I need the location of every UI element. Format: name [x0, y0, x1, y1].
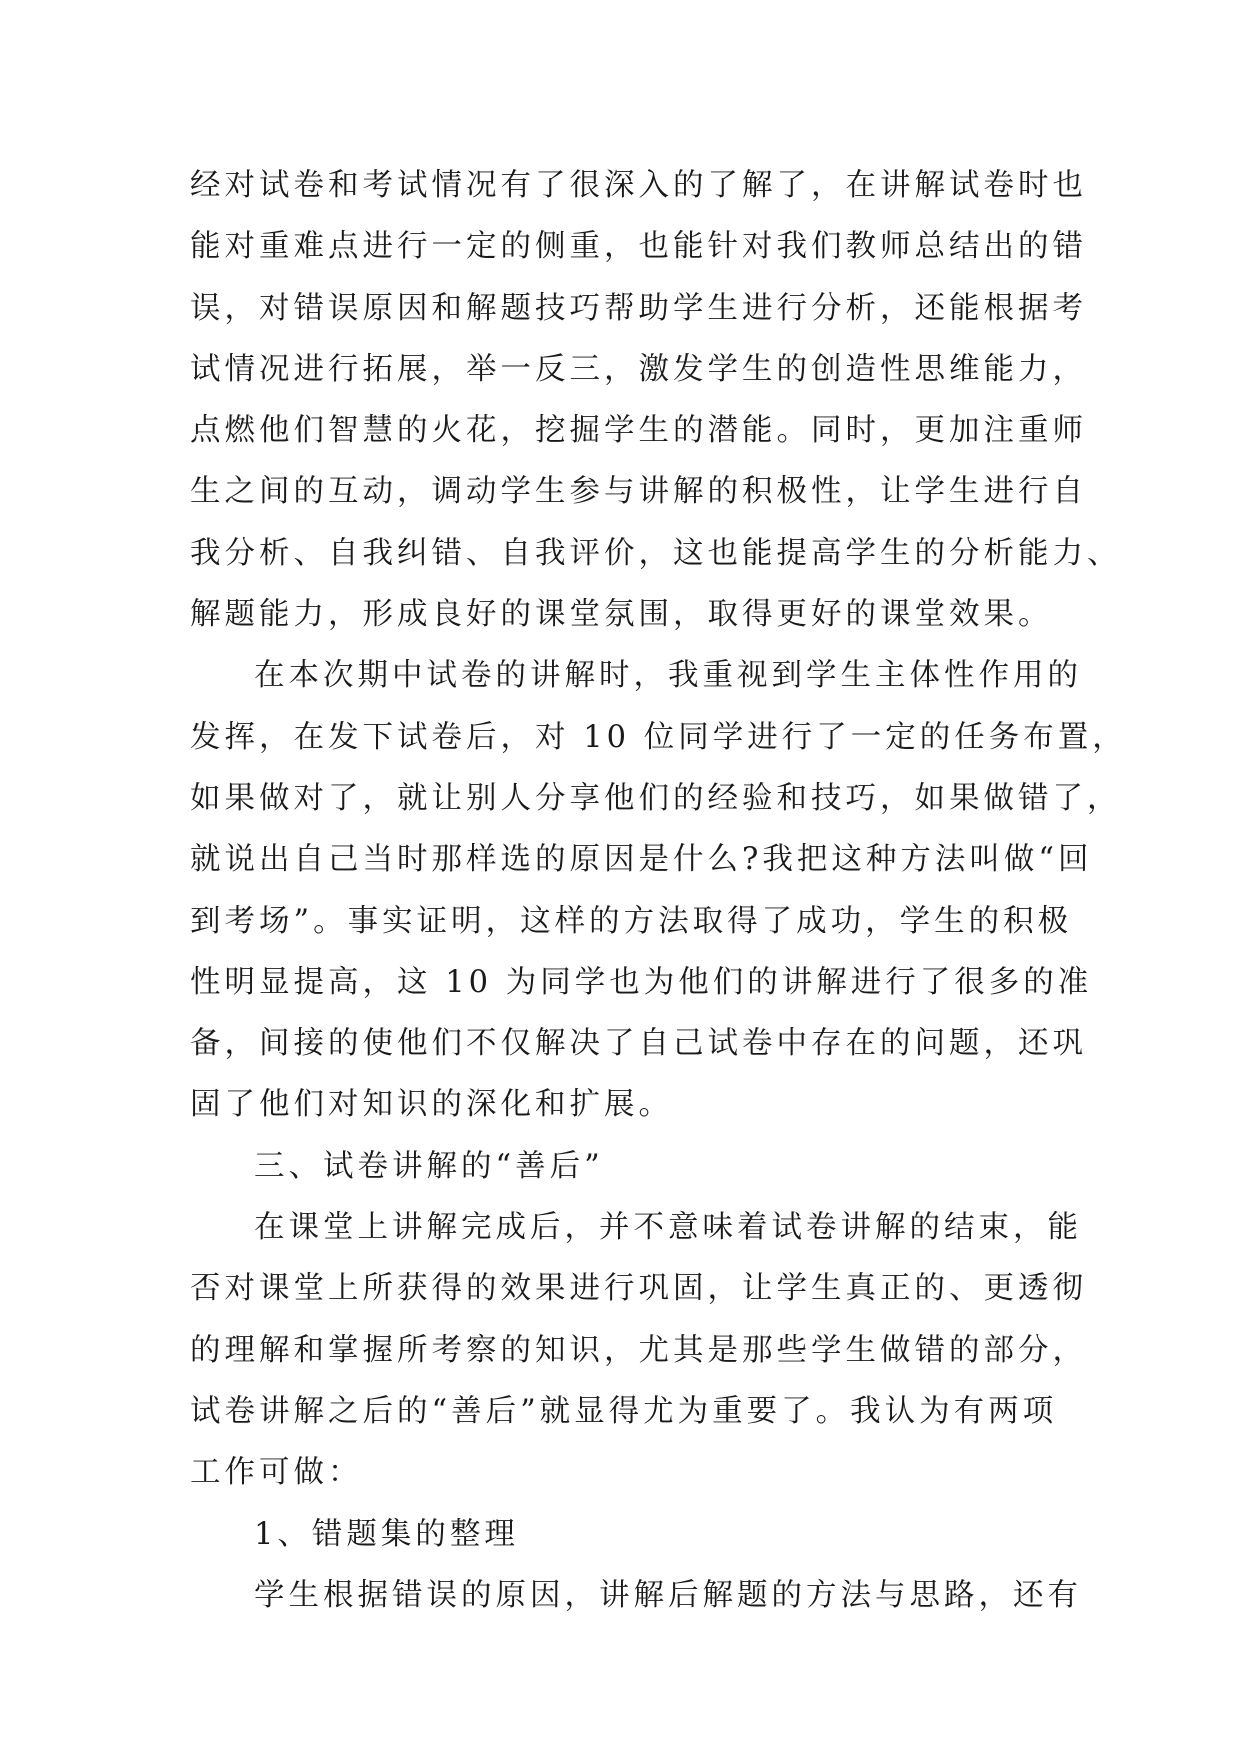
- text-line: 试情况进行拓展，举一反三，激发学生的创造性思维能力，: [190, 351, 1087, 387]
- text-line: 能对重难点进行一定的侧重，也能针对我们教师总结出的错: [190, 229, 1087, 265]
- text-line: 误，对错误原因和解题技巧帮助学生进行分析，还能根据考: [190, 290, 1087, 326]
- text-line: 工作可做：: [190, 1455, 363, 1491]
- text-line: 我分析、自我纠错、自我评价，这也能提高学生的分析能力、: [190, 535, 1122, 571]
- text-line: 学生根据错误的原因，讲解后解题的方法与思路，还有: [254, 1577, 1082, 1613]
- text-line: 否对课堂上所获得的效果进行巩固，让学生真正的、更透彻: [190, 1271, 1087, 1307]
- text-line: 经对试卷和考试情况有了很深入的了解了，在讲解试卷时也: [190, 168, 1087, 203]
- text-line: 如果做对了，就让别人分享他们的经验和技巧，如果做错了，: [190, 780, 1122, 816]
- text-line: 点燃他们智慧的火花，挖掘学生的潜能。同时，更加注重师: [190, 413, 1087, 449]
- text-line: 就说出自己当时那样选的原因是什么?我把这种方法叫做“回: [190, 842, 1093, 878]
- text-line: 备，间接的使他们不仅解决了自己试卷中存在的问题，还巩: [190, 1026, 1087, 1062]
- text-line: 性明显提高，这 10 为同学也为他们的讲解进行了很多的准: [190, 964, 1093, 1000]
- text-line: 到考场”。事实证明，这样的方法取得了成功，学生的积极: [190, 903, 1073, 939]
- text-line: 固了他们对知识的深化和扩展。: [190, 1087, 673, 1123]
- text-line: 生之间的互动，调动学生参与讲解的积极性，让学生进行自: [190, 474, 1087, 510]
- text-line: 的理解和掌握所考察的知识，尤其是那些学生做错的部分，: [190, 1332, 1087, 1368]
- text-line: 在课堂上讲解完成后，并不意味着试卷讲解的结束，能: [254, 1210, 1082, 1246]
- text-line: 发挥，在发下试卷后，对 10 位同学进行了一定的任务布置，: [190, 719, 1127, 755]
- document-body: [190, 155, 1127, 1626]
- text-line: 三、试卷讲解的“善后”: [254, 1148, 604, 1184]
- text-line: 解题能力，形成良好的课堂氛围，取得更好的课堂效果。: [190, 597, 1053, 633]
- text-line: 在本次期中试卷的讲解时，我重视到学生主体性作用的: [254, 658, 1082, 694]
- text-line: 1、错题集的整理: [254, 1516, 519, 1552]
- text-line: 试卷讲解之后的“善后”就显得尤为重要了。我认为有两项: [190, 1393, 1058, 1429]
